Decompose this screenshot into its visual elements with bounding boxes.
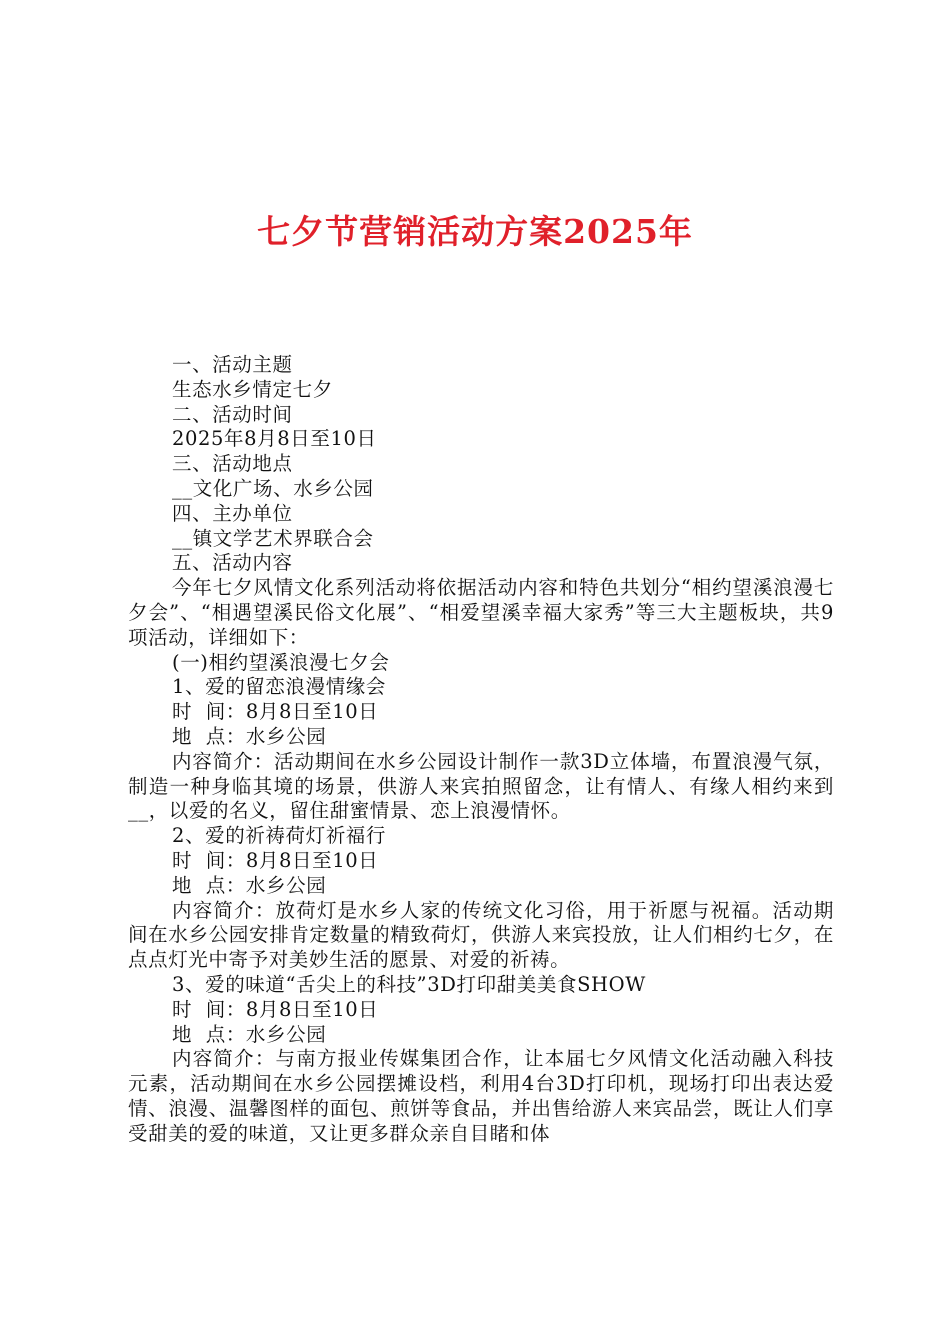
paragraph: 五、活动内容: [172, 551, 293, 575]
document-body: [128, 353, 834, 1147]
paragraph: 2、爱的祈祷荷灯祈福行: [172, 824, 387, 848]
paragraph: 内容简介：放荷灯是水乡人家的传统文化习俗，用于祈愿与祝福。活动期间在水乡公园安排肯定数量的精致荷灯，供游人来宾投放，让人们相约七夕，在点点灯光中寄予对美妙生活的愿景、对爱的祈祷。: [128, 898, 834, 972]
paragraph: 时 间：8月8日至10日: [172, 848, 379, 872]
paragraph: 时 间：8月8日至10日: [172, 700, 379, 724]
paragraph: __文化广场、水乡公园: [172, 476, 374, 500]
paragraph: 生态水乡情定七夕: [172, 377, 333, 401]
paragraph: 地 点：水乡公园: [172, 724, 327, 748]
paragraph: 2025年8月8日至10日: [172, 427, 377, 451]
paragraph: 地 点：水乡公园: [172, 1022, 327, 1046]
paragraph: 三、活动地点: [172, 452, 293, 476]
paragraph: 内容简介：活动期间在水乡公园设计制作一款3D立体墙，布置浪漫气氛，制造一种身临其境的场景，供游人来宾拍照留念，让有情人、有缘人相约来到__，以爱的名义，留住甜蜜情景、恋上浪漫情怀。: [128, 749, 834, 823]
paragraph: 1、爱的留恋浪漫情缘会: [172, 675, 387, 699]
paragraph: 二、活动时间: [172, 402, 293, 426]
paragraph: 一、活动主题: [172, 353, 293, 376]
paragraph: 四、主办单位: [172, 501, 293, 525]
paragraph: 地 点：水乡公园: [172, 873, 327, 897]
document-title: 七夕节营销活动方案2025年: [257, 212, 693, 251]
paragraph: 时 间：8月8日至10日: [172, 997, 379, 1021]
paragraph: __镇文学艺术界联合会: [172, 526, 374, 550]
paragraph: 今年七夕风情文化系列活动将依据活动内容和特色共划分“相约望溪浪漫七夕会”、“相遇望溪民俗文化展”、“相爱望溪幸福大家秀”等三大主题板块，共9项活动，详细如下：: [128, 576, 834, 649]
paragraph: 内容简介：与南方报业传媒集团合作，让本届七夕风情文化活动融入科技元素，活动期间在水乡公园摆摊设档，利用4台3D打印机，现场打印出表达爱情、浪漫、温馨图样的面包、煎饼等食品，并出售给游人来宾品尝，既让人们享受甜美的爱的味道，又让更多群众亲自目睹和体: [128, 1047, 834, 1145]
paragraph: 3、爱的味道“舌尖上的科技”3D打印甜美美食SHOW: [172, 972, 646, 996]
paragraph: (一)相约望溪浪漫七夕会: [172, 650, 390, 674]
